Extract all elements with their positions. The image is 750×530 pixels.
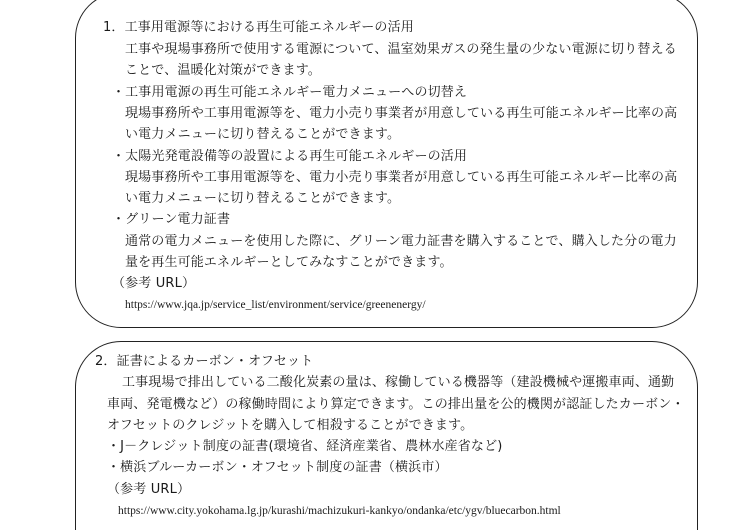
section-1-intro-line-1: 工事や現場事務所で使用する電源について、温室効果ガスの発生量の少ない電源に切り替える	[125, 42, 677, 57]
section-2-body-line-3: オフセットのクレジットを購入して相殺することができます。	[107, 418, 474, 433]
section-2-heading: 2．証書によるカーボン・オフセット	[95, 354, 314, 369]
section-1-intro-line-2: ことで、温暖化対策ができます。	[125, 63, 321, 78]
item-2-body-line-2: い電力メニューに切り替えることができます。	[125, 191, 401, 206]
section-2-body-line-2: 車両、発電機など）の稼働時間により算定できます。この排出量を公的機関が認証したカーボン・	[107, 397, 685, 412]
item-2-title: ・太陽光発電設備等の設置による再生可能エネルギーの活用	[112, 149, 468, 164]
item-3-title: ・グリーン電力証書	[112, 212, 231, 227]
section-2-ref-url[interactable]: https://www.city.yokohama.lg.jp/kurashi/machizukuri-kankyo/ondanka/etc/ygv/bluecarbon.html	[118, 505, 561, 517]
section-2-bullet-1: ・J－クレジット制度の証書(環境省、経済産業省、農林水産省など)	[107, 439, 503, 454]
item-3-body-line-1: 通常の電力メニューを使用した際に、グリーン電力証書を購入することで、購入した分の電力	[125, 234, 677, 249]
section-2-body-line-1: 工事現場で排出している二酸化炭素の量は、稼働している機器等（建設機械や運搬車両、通勤	[122, 375, 675, 390]
section-1-ref-url[interactable]: https://www.jqa.jp/service_list/environment/service/greenenergy/	[125, 299, 426, 311]
section-2-bullet-2: ・横浜ブルーカーボン・オフセット制度の証書（横浜市）	[107, 460, 448, 475]
item-1-body-line-2: い電力メニューに切り替えることができます。	[125, 127, 401, 142]
item-2-body-line-1: 現場事務所や工事用電源等を、電力小売り事業者が用意している再生可能エネルギー比率の高	[125, 170, 678, 185]
item-1-title: ・工事用電源の再生可能エネルギー電力メニューへの切替え	[112, 85, 468, 100]
section-1-heading: 1．工事用電源等における再生可能エネルギーの活用	[103, 20, 414, 35]
section-2-ref-label: （参考 URL）	[107, 482, 191, 497]
item-3-body-line-2: 量を再生可能エネルギーとしてみなすことができます。	[125, 255, 453, 270]
section-1-ref-label: （参考 URL）	[112, 276, 196, 291]
item-1-body-line-1: 現場事務所や工事用電源等を、電力小売り事業者が用意している再生可能エネルギー比率の高	[125, 106, 678, 121]
